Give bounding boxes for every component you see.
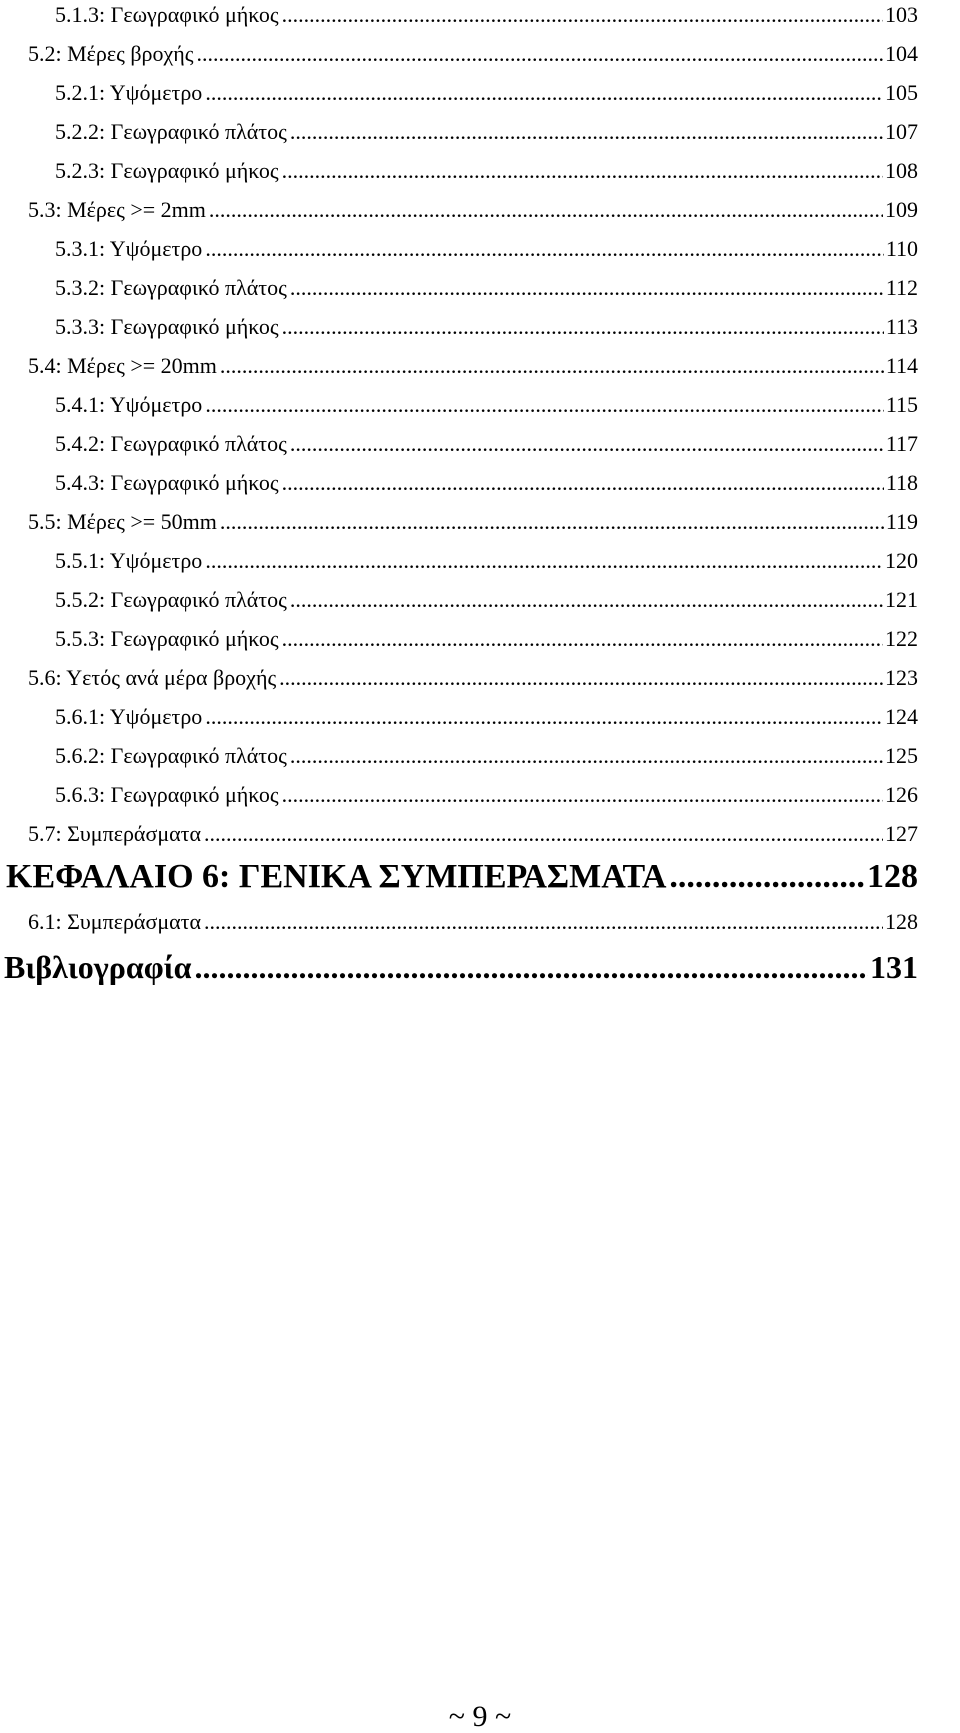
toc-chapter-6[interactable] [6,858,918,896]
toc-entry-label: 5.2.2: Γεωγραφικό πλάτος [55,119,287,144]
toc-entry-label: 5.4.3: Γεωγραφικό μήκος [55,470,279,495]
toc-entry-5-4-3[interactable] [55,470,918,496]
toc-entry-page: 127 [885,821,918,846]
toc-entry-label: 5.5.2: Γεωγραφικό πλάτος [55,587,287,612]
toc-entry-5-3-3[interactable] [55,314,918,340]
toc-entry-page: 105 [885,80,918,105]
toc-entry-label: 5.4.1: Υψόμετρο [55,392,203,417]
toc-entry-page: 113 [885,314,918,339]
toc-entry-page: 128 [885,909,918,934]
toc-entry-label: 5.4.2: Γεωγραφικό πλάτος [55,431,287,456]
toc-entry-page: 124 [885,704,918,729]
toc-entry-5-3-1[interactable] [55,236,918,262]
toc-bibliography[interactable] [4,949,918,986]
toc-entry-page: 117 [885,431,918,456]
toc-entry-page: 107 [885,119,918,144]
toc-entry-5-1-3[interactable] [55,2,918,28]
toc-entry-label: 5.2.3: Γεωγραφικό μήκος [55,158,279,183]
toc-entry-page: 120 [885,548,918,573]
toc-entry-5-6-3[interactable] [55,782,918,808]
toc-entry-5-4[interactable] [28,353,918,379]
toc-entry-label: 5.2.1: Υψόμετρο [55,80,203,105]
toc-entry-page: 115 [885,392,918,417]
toc-entry-5-7[interactable] [28,821,918,847]
toc-entry-label: 5.5: Μέρες >= 50mm [28,509,217,534]
toc-entry-label: 5.7: Συμπεράσματα [28,821,202,846]
toc-entry-label: 5.5.3: Γεωγραφικό μήκος [55,626,279,651]
toc-entry-5-6-2[interactable] [55,743,918,769]
toc-entry-label: 5.3: Μέρες >= 2mm [28,197,206,222]
toc-entry-page: 112 [885,275,918,300]
toc-entry-page: 108 [885,158,918,183]
toc-entry-page: 123 [885,665,918,690]
toc-entry-5-4-2[interactable] [55,431,918,457]
toc-entry-page: 118 [885,470,918,495]
toc-entry-label: 5.3.3: Γεωγραφικό μήκος [55,314,279,339]
toc-entry-page: 122 [885,626,918,651]
toc-bibliography-page: 131 [870,949,918,985]
toc-entry-5-2-1[interactable] [55,80,918,106]
toc-entry-5-5[interactable] [28,509,918,535]
toc-entry-label: 5.3.1: Υψόμετρο [55,236,203,261]
toc-bibliography-label: Βιβλιογραφία [4,949,192,985]
toc-entry-page: 109 [885,197,918,222]
toc-entry-5-5-2[interactable] [55,587,918,613]
page-number: ~ 9 ~ [448,1700,512,1733]
toc-chapter-page: 128 [867,858,918,895]
toc-entry-label: 5.1.3: Γεωγραφικό μήκος [55,2,279,27]
toc-entry-label: 5.6: Υετός ανά μέρα βροχής [28,665,277,690]
toc-entry-label: 5.6.1: Υψόμετρο [55,704,203,729]
toc-entry-5-4-1[interactable] [55,392,918,418]
toc-entry-5-2-3[interactable] [55,158,918,184]
toc-entry-page: 114 [885,353,918,378]
toc-entry-page: 103 [885,2,918,27]
toc-entry-label: 5.6.3: Γεωγραφικό μήκος [55,782,279,807]
toc-entry-page: 125 [885,743,918,768]
toc-entry-label: 5.5.1: Υψόμετρο [55,548,203,573]
toc-entry-label: 5.2: Μέρες βροχής [28,41,194,66]
toc-entry-6-1[interactable] [28,909,918,935]
toc-entry-label: 5.3.2: Γεωγραφικό πλάτος [55,275,287,300]
toc-entry-label: 5.4: Μέρες >= 20mm [28,353,217,378]
toc-entry-label: 6.1: Συμπεράσματα [28,909,202,934]
toc-entry-5-3[interactable] [28,197,918,223]
toc-entry-page: 121 [885,587,918,612]
toc-entry-5-5-1[interactable] [55,548,918,574]
toc-entry-5-6[interactable] [28,665,918,691]
toc-entry-label: 5.6.2: Γεωγραφικό πλάτος [55,743,287,768]
toc-entry-page: 104 [885,41,918,66]
toc-entry-5-2[interactable] [28,41,918,67]
toc-entry-5-5-3[interactable] [55,626,918,652]
toc-entry-5-2-2[interactable] [55,119,918,145]
toc-entry-page: 126 [885,782,918,807]
toc-entry-page: 119 [885,509,918,534]
toc-entry-5-6-1[interactable] [55,704,918,730]
toc-entry-page: 110 [885,236,918,261]
toc-entry-5-3-2[interactable] [55,275,918,301]
toc-chapter-label: ΚΕΦΑΛΑΙΟ 6: ΓΕΝΙΚΑ ΣΥΜΠΕΡΑΣΜΑΤΑ [6,858,667,895]
